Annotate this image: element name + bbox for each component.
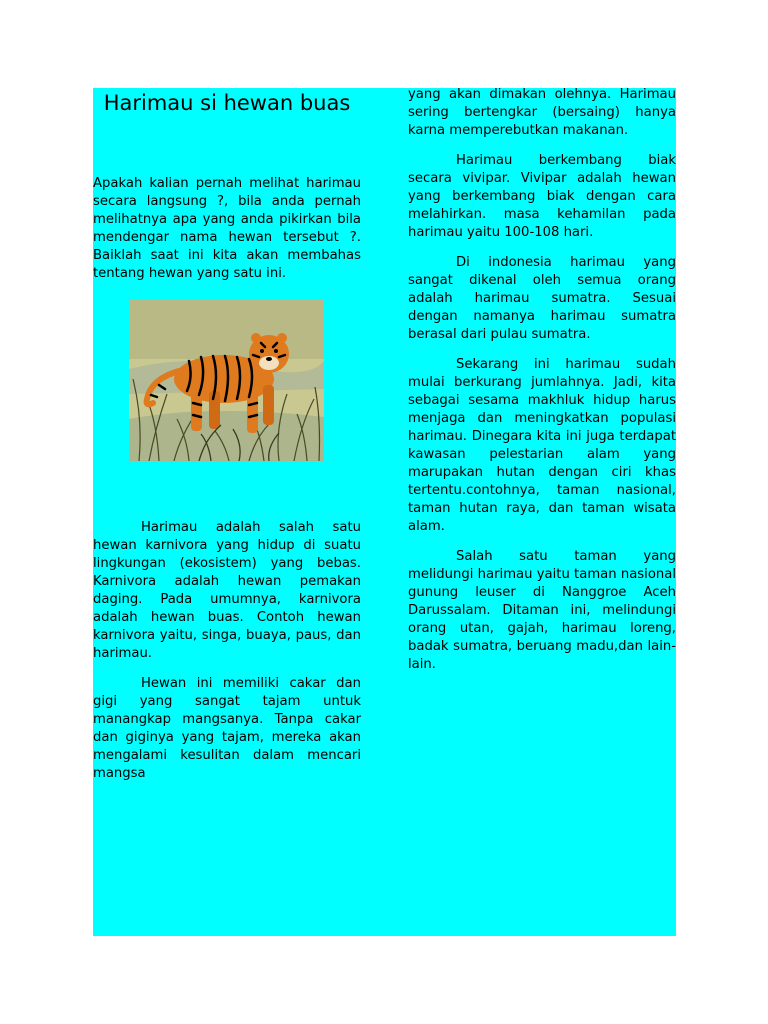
document-title: Harimau si hewan buas: [103, 91, 351, 115]
paragraph-conservation: Sekarang ini harimau sudah mulai berkurang jumlahnya. Jadi, kita sebagai sesama makhluk hidup harus menjaga dan meningkatkan populasi harimau. Dinegara kita ini juga terdapat kawasan pelestarian alam yang marupakan hutan dengan ciri khas tertentu.contohnya, taman nasional, taman hutan raya, dan taman wisata alam.: [408, 357, 676, 534]
right-column: [408, 86, 676, 686]
paragraph-national-park: Salah satu taman yang melidungi harimau yaitu taman nasional gunung leuser di Nanggroe Aceh Darussalam. Ditaman ini, melindungi orang utan, gajah, harimau loreng, badak sumatra, beruang madu,dan lain-lain.: [408, 549, 676, 672]
document-page: [93, 88, 676, 936]
paragraph-continued: yang akan dimakan olehnya. Harimau sering bertengkar (bersaing) hanya karna memperebutkan makanan.: [408, 87, 676, 138]
paragraph-claws: Hewan ini memiliki cakar dan gigi yang sangat tajam untuk manangkap mangsanya. Tanpa cakar dan giginya yang tajam, mereka akan mengalami kesulitan dalam mencari mangsa: [93, 676, 361, 781]
paragraph-carnivore: Harimau adalah salah satu hewan karnivora yang hidup di suatu lingkungan (ekosistem) yang bebas. Karnivora adalah hewan pemakan daging. Pada umumnya, karnivora adalah hewan buas. Contoh hewan karnivora yaitu, singa, buaya, paus, dan harimau.: [93, 520, 361, 661]
left-column: [93, 88, 361, 795]
intro-paragraph: Apakah kalian pernah melihat harimau secara langsung ?, bila anda pernah melihatnya apa yang anda pikirkan bila mendengar nama hewan tersebut ?. Baiklah saat ini kita akan membahas tentang hewan yang satu ini.: [93, 176, 361, 281]
paragraph-sumatra: Di indonesia harimau yang sangat dikenal oleh semua orang adalah harimau sumatra. Sesuai dengan namanya harimau sumatra berasal dari pulau sumatra.: [408, 255, 676, 342]
paragraph-reproduction: Harimau berkembang biak secara vivipar. Vivipar adalah hewan yang berkembang biak dengan cara melahirkan. masa kehamilan pada harimau yaitu 100-108 hari.: [408, 153, 676, 240]
tiger-clipart-icon: [129, 299, 324, 461]
tiger-illustration: [129, 299, 324, 461]
